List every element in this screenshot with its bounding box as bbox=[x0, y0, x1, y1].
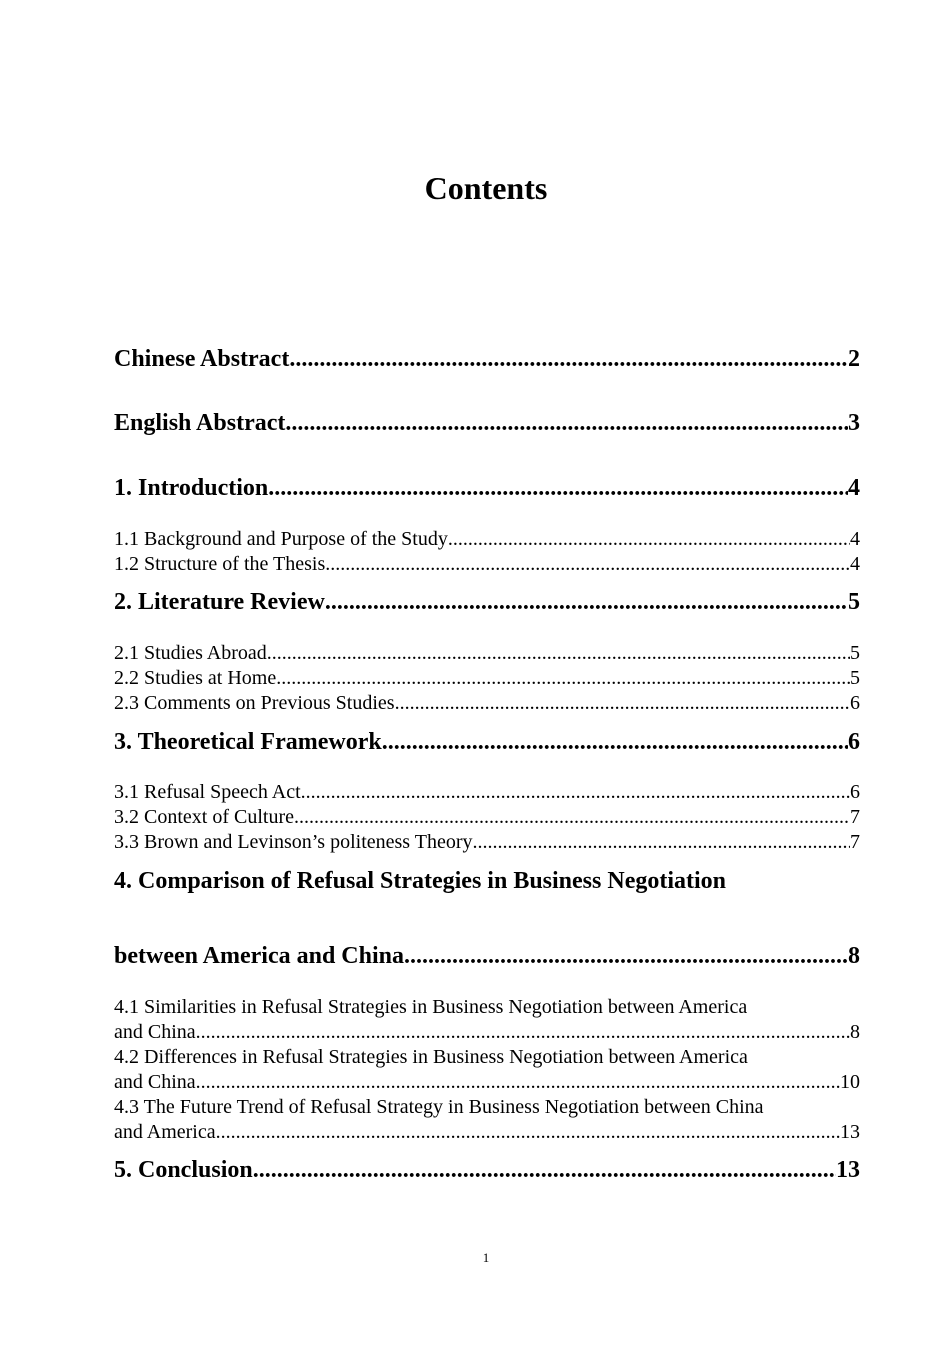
toc-entry-comparison[interactable] bbox=[114, 940, 860, 972]
toc-leader-dots bbox=[253, 1154, 836, 1186]
toc-entry-label: Chinese Abstract bbox=[114, 346, 290, 372]
toc-leader-dots bbox=[276, 666, 850, 691]
toc-leader-dots bbox=[325, 586, 848, 618]
toc-entry-label: and China bbox=[114, 1021, 196, 1043]
toc-entry-page: 7 bbox=[850, 831, 860, 853]
toc-entry-page: 7 bbox=[850, 806, 860, 828]
toc-entry-3-2[interactable] bbox=[114, 805, 860, 830]
toc-entry-label: between America and China bbox=[114, 943, 404, 969]
toc-entry-page: 5 bbox=[850, 667, 860, 689]
page-title: Contents bbox=[424, 170, 548, 206]
toc-entry-page: 3 bbox=[848, 410, 860, 436]
toc-entry-label: English Abstract bbox=[114, 410, 286, 436]
toc-entry-page: 4 bbox=[850, 528, 860, 550]
toc-entry-label: 1.2 Structure of the Thesis bbox=[114, 553, 326, 575]
page-number: 1 bbox=[482, 1250, 490, 1265]
toc-entry-4-3[interactable] bbox=[114, 1120, 860, 1145]
toc-entry-4-2[interactable] bbox=[114, 1070, 860, 1095]
toc-leader-dots bbox=[472, 830, 850, 855]
toc-leader-dots bbox=[382, 726, 848, 758]
toc-leader-dots bbox=[268, 472, 848, 504]
toc-entry-page: 2 bbox=[848, 346, 860, 372]
toc-leader-dots bbox=[448, 527, 850, 552]
toc-entry-label: 3.1 Refusal Speech Act bbox=[114, 781, 301, 803]
toc-entry-page: 4 bbox=[850, 553, 860, 575]
toc-entry-literature-review[interactable] bbox=[114, 586, 860, 618]
toc-entry-4-2-line1[interactable]: 4.2 Differences in Refusal Strategies in Business Negotiation between America bbox=[114, 1046, 748, 1068]
toc-entry-comparison-line1[interactable]: 4. Comparison of Refusal Strategies in Business Negotiation bbox=[114, 868, 727, 894]
toc-entry-label: 2.3 Comments on Previous Studies bbox=[114, 692, 395, 714]
toc-entry-2-2[interactable] bbox=[114, 666, 860, 691]
toc-entry-label: 2. Literature Review bbox=[114, 589, 325, 615]
toc-leader-dots bbox=[196, 1020, 850, 1045]
toc-entry-label: 3. Theoretical Framework bbox=[114, 729, 382, 755]
toc-entry-conclusion[interactable] bbox=[114, 1154, 860, 1186]
toc-entry-page: 8 bbox=[850, 1021, 860, 1043]
toc-leader-dots bbox=[285, 407, 848, 439]
toc-entry-label: 5. Conclusion bbox=[114, 1157, 253, 1183]
toc-entry-label: 2.1 Studies Abroad bbox=[114, 642, 267, 664]
toc-entry-4-1-line1[interactable]: 4.1 Similarities in Refusal Strategies in Business Negotiation between America bbox=[114, 996, 748, 1018]
toc-entry-page: 6 bbox=[850, 781, 860, 803]
toc-entry-label: and China bbox=[114, 1071, 196, 1093]
toc-entry-label: 2.2 Studies at Home bbox=[114, 667, 277, 689]
toc-entry-page: 4 bbox=[848, 475, 860, 501]
toc-entry-label: 1. Introduction bbox=[114, 475, 269, 501]
toc-leader-dots bbox=[196, 1070, 840, 1095]
toc-entry-page: 8 bbox=[848, 943, 860, 969]
toc-entry-label: and America bbox=[114, 1121, 216, 1143]
toc-entry-2-3[interactable] bbox=[114, 691, 860, 716]
toc-entry-1-2[interactable] bbox=[114, 552, 860, 577]
toc-leader-dots bbox=[395, 691, 850, 716]
toc-entry-page: 5 bbox=[850, 642, 860, 664]
toc-entry-label: 3.2 Context of Culture bbox=[114, 806, 294, 828]
toc-entry-page: 6 bbox=[850, 692, 860, 714]
toc-entry-3-3[interactable] bbox=[114, 830, 860, 855]
toc-entry-4-1[interactable] bbox=[114, 1020, 860, 1045]
toc-entry-page: 6 bbox=[848, 729, 860, 755]
toc-entry-label: 3.3 Brown and Levinson’s politeness Theory bbox=[114, 831, 473, 853]
toc-entry-english-abstract[interactable] bbox=[114, 407, 860, 439]
toc-entry-page: 5 bbox=[848, 589, 860, 615]
toc-entry-3-1[interactable] bbox=[114, 780, 860, 805]
toc-leader-dots bbox=[216, 1120, 840, 1145]
toc-leader-dots bbox=[325, 552, 850, 577]
toc-leader-dots bbox=[294, 805, 850, 830]
toc-entry-label: 1.1 Background and Purpose of the Study bbox=[114, 528, 448, 550]
toc-entry-theoretical-framework[interactable] bbox=[114, 726, 860, 758]
toc-entry-2-1[interactable] bbox=[114, 641, 860, 666]
toc-leader-dots bbox=[289, 343, 848, 375]
toc-entry-page: 13 bbox=[840, 1121, 860, 1143]
toc-entry-4-3-line1[interactable]: 4.3 The Future Trend of Refusal Strategy in Business Negotiation between China bbox=[114, 1096, 764, 1118]
toc-entry-1-1[interactable] bbox=[114, 527, 860, 552]
toc-leader-dots bbox=[404, 940, 848, 972]
toc-entry-page: 10 bbox=[840, 1071, 860, 1093]
toc-entry-chinese-abstract[interactable] bbox=[114, 343, 860, 375]
toc-leader-dots bbox=[301, 780, 850, 805]
toc-leader-dots bbox=[267, 641, 850, 666]
toc-entry-page: 13 bbox=[836, 1157, 860, 1183]
toc-entry-introduction[interactable] bbox=[114, 472, 860, 504]
